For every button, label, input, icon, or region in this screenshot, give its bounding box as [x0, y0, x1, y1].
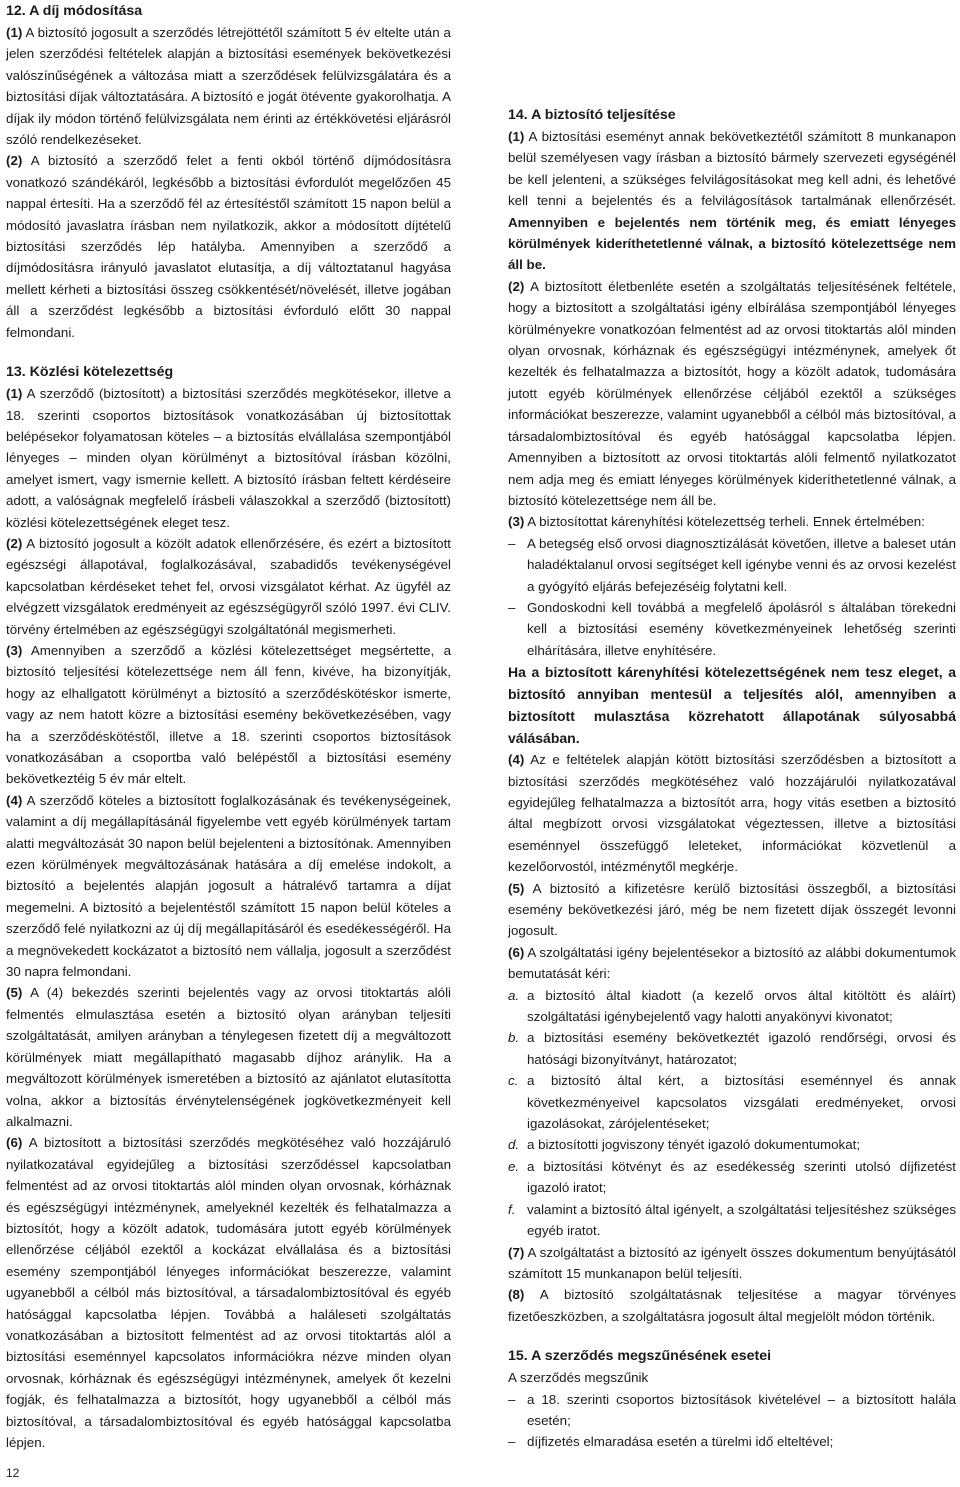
- paragraph-number: (4): [508, 752, 525, 768]
- list-text: a biztosító által kiadott (a kezelő orvos által kitöltött és aláírt) szolgáltatási igénybejelentő vagy halotti anyakönyvi kivonatot;: [527, 987, 956, 1025]
- list-item: – A betegség első orvosi diagnosztizálását követően, illetve a baleset után haladéktalanul orvosi segítséget kell igénybe venni és az orvosi kezelést a gyógyító eljárás befejezéséig folytatni kell.: [508, 533, 956, 597]
- list-text: a biztosító által kért, a biztosítási eseménnyel és annak következményeivel kapcsolatos vizsgálati eredményeket, orvosi igazolásokat, zárójelentéseket;: [527, 1073, 956, 1132]
- list-item: [508, 1156, 956, 1199]
- paragraph-text: A szolgáltatást a biztosító az igényelt összes dokumentum benyújtásától számított 15 munkanapon belül teljesíti.: [508, 1244, 956, 1281]
- paragraph-text: A biztosítási eseményt annak bekövetkeztétől számított 8 munkanapon belül személyesen vagy írásban a biztosító bármely szervezeti egységénél be kell jelenteni, a szükséges felvilágosításokat meg kell adni, és lehetővé kell tenni a bejelentés és a felvilágosítások tartalmának ellenőrzését.: [508, 129, 956, 209]
- section-13-heading: 13. Közlési kötelezettség: [6, 364, 174, 381]
- paragraph-number: (8): [508, 1287, 525, 1303]
- list-item: – a 18. szerinti csoportos biztosítások kivételével – a biztosított halála esetén;: [508, 1389, 956, 1432]
- list-text: a biztosítotti jogviszony tényét igazoló dokumentumokat;: [527, 1137, 861, 1153]
- paragraph-number: (1): [6, 386, 23, 402]
- paragraph-number: (2): [6, 153, 23, 169]
- paragraph-text: A biztosító szolgáltatásnak teljesítése a magyar törvényes fizetőeszközben, a szolgáltatásra jogosult által megjelölt módon történik.: [508, 1287, 956, 1324]
- section-14-bold-note: Ha a biztosított kárenyhítési kötelezettségének nem tesz eleget, a biztosító annyiban mentesül a teljesítés alól, amennyiben a biztosított mulasztása közrehatott állapotának súlyosabbá válásában.: [508, 664, 956, 747]
- section-15-intro: A szerződés megszűnik: [508, 1370, 649, 1386]
- section-13-paragraph-3: [6, 640, 451, 790]
- section-13-paragraph-6: [6, 1132, 451, 1453]
- list-letter: d.: [508, 1137, 520, 1153]
- paragraph-number: (6): [508, 944, 525, 960]
- paragraph-number: (6): [6, 1135, 23, 1151]
- section-13-paragraph-1: [6, 383, 451, 533]
- section-12-heading: 12. A díj módosítása: [6, 3, 143, 19]
- paragraph-number: (7): [508, 1244, 525, 1260]
- list-item: [508, 1070, 956, 1134]
- section-14-paragraph-6: [508, 942, 956, 985]
- required-documents-list: [508, 985, 956, 1242]
- paragraph-text: A biztosító a kifizetésre kerülő biztosítási összegből, a biztosítási esemény bekövetkezési járó, még be nem fizetett díjak összegét levonni jogosult.: [508, 880, 956, 939]
- list-letter: f.: [508, 1201, 516, 1217]
- section-14-paragraph-1: [508, 126, 956, 276]
- section-13-paragraph-4: [6, 790, 451, 983]
- section-14-paragraph-7: [508, 1242, 956, 1285]
- section-14-paragraph-4: [508, 749, 956, 877]
- termination-cases-list: [508, 1389, 956, 1453]
- list-item: [508, 1027, 956, 1070]
- section-12-paragraph-2: [6, 150, 451, 343]
- paragraph-number: (2): [508, 278, 525, 294]
- paragraph-text: A szerződő (biztosított) a biztosítási szerződés megkötésekor, illetve a 18. szerinti csoportos biztosítások vonatkozásában új biztosítottak belépésekor folyamatosan köteles – a biztosítás elvállalása szempontjából lényeges – minden olyan körülményt a biztosítóval írásban közölni, amelyet ismert, vagy ismernie kellett. A biztosító írásban feltett kérdéseire adott, a valóságnak megfelelő írásbeli válaszokkal a szerződő (biztosított) közlési kötelezettségének eleget tesz.: [6, 386, 451, 530]
- list-item: – Gondoskodni kell továbbá a megfelelő ápolásról s általában törekedni kell a biztosítási esemény következményeinek lehetőség szerinti elhárítására, illetve enyhítésére.: [508, 597, 956, 661]
- section-14-paragraph-3: [508, 511, 956, 532]
- paragraph-text: A szolgáltatási igény bejelentésekor a biztosító az alábbi dokumentumok bemutatását kéri:: [508, 944, 956, 982]
- list-text: a biztosítási kötvényt és az esedékesség szerinti utolsó díjfizetést igazoló iratot;: [527, 1158, 956, 1196]
- section-13-paragraph-2: [6, 533, 451, 640]
- list-text: valamint a biztosító által igényelt, a szolgáltatási teljesítéshez szükséges egyéb iratot.: [527, 1201, 956, 1239]
- paragraph-text: A biztosítottat kárenyhítési kötelezettség terheli. Ennek értelmében:: [527, 514, 925, 530]
- paragraph-number: (3): [508, 514, 525, 530]
- paragraph-text: A biztosított életbenléte esetén a szolgáltatás teljesítésének feltétele, hogy a biztosított a szolgáltatási igény elbírálása szempontjából lényeges körülményekre vonatkozóan felmentést ad az orvosi titoktartás alól minden olyan orvosnak, kórháznak és egészségügyi intézménynek, amelyek őt kezelték és felhatalmazza a biztosítót, hogy a közölt adatok, tudomására jutott egyéb körülmények ellenőrzése céljából ezektől a szükséges információkat beszerezze, valamint ugyanebből a célból más biztosítóval, a társadalombiztosítóval és egyéb hatósággal kapcsolatba lépjen. Amennyiben a biztosított az orvosi titoktartás alóli felmentő nyilatkozatot nem adja meg és emiatt lényeges körülmények kideríthetetlenné válnak, a biztosító kötelezettsége nem áll be.: [508, 278, 956, 508]
- left-column: [6, 0, 451, 1453]
- paragraph-text: A biztosító a szerződő felet a fenti okból történő díjmódosításra vonatkozó szándékáról, legkésőbb a biztosítási évfordulót megelőzően 45 nappal értesíti. Ha a szerződő fél az értesítéstől számított 15 napon belül a módosító javaslatra írásban nem nyilatkozik, akkor a módosított díjtételű biztosítási szerződés lép hatályba. Amennyiben a szerződő a díjmódosításra irányuló javaslatot elutasítja, a díj változtatanul hagyása mellett kérheti a biztosítási összeg csökkentését/növelését, illetve jogában áll a szerződést legkésőbb a biztosítási évforduló előtt 30 nappal felmondani.: [6, 153, 451, 340]
- paragraph-text: A biztosító jogosult a szerződés létrejöttétől számított 5 év eltelte után a jelen szerződési feltételek alapján a biztosítási események bekövetkezési valószínűségének a változása miatt a szerződések felülvizsgálatára és a biztosítási díjak változtatására. A biztosító e jogát ötévente gyakorolhatja. A díjak ily módon történő felülvizsgálata nem érinti az értékkövetési eljárásról szóló rendelkezéseket.: [6, 25, 451, 148]
- paragraph-bold-text: Amennyiben e bejelentés nem történik meg, és emiatt lényeges körülmények kideríthetetlenné válnak, a biztosító kötelezettsége nem áll be.: [508, 214, 956, 273]
- page-number: 12: [6, 1466, 20, 1480]
- right-column: [508, 0, 956, 1453]
- paragraph-text: A biztosított a biztosítási szerződés megkötéséhez való hozzájáruló nyilatkozatával egyidejűleg a biztosítási szerződéssel kapcsolatban felmentést ad az orvosi titoktartás alól minden olyan orvosnak, kórháznak és egészségügyi intézménynek, amelyeknél kezelték és felhatalmazza a biztosítót, hogy a közölt adatok, tudomására jutott egyéb körülmények ellenőrzése céljából ezektől a kockázat elvállalása és a biztosítási esemény szempontjából lényeges információkat beszerezze, valamint ugyanebből a célból más biztosítóval, a társadalombiztosítóval és egyéb hatósággal kapcsolatba lépjen. Továbbá a haláleseti szolgáltatás vonatkozásában a biztosított felmentést ad az orvosi titoktartás alól a biztosítási eseménnyel kapcsolatos információkra nézve minden olyan orvosnak, kórháznak és egészségügyi intézménynek, amelyek őt kezelni fogják, és felhatalmazza a biztosítót, hogy ugyanebből a célból más biztosítóval, a társadalombiztosítóval és egyéb hatósággal kapcsolatba lépjen.: [6, 1135, 451, 1450]
- list-letter: a.: [508, 987, 520, 1003]
- list-letter: c.: [508, 1073, 519, 1089]
- list-letter: e.: [508, 1158, 520, 1174]
- section-14-paragraph-8: [508, 1284, 956, 1327]
- section-14-paragraph-5: [508, 878, 956, 942]
- paragraph-number: (3): [6, 642, 23, 658]
- section-15-heading: 15. A szerződés megszűnésének esetei: [508, 1348, 772, 1365]
- list-item: – díjfizetés elmaradása esetén a türelmi idő elteltével;: [508, 1431, 956, 1452]
- paragraph-number: (4): [6, 792, 23, 808]
- section-14-paragraph-2: [508, 276, 956, 511]
- paragraph-number: (1): [6, 25, 23, 40]
- list-item: [508, 1199, 956, 1242]
- list-item: [508, 1134, 956, 1155]
- paragraph-text: Az e feltételek alapján kötött biztosítási szerződésben a biztosított a biztosítási szerződés megkötéséhez való hozzájárulói nyilatkozatával egyidejűleg felhatalmazza a biztosítót arra, hogy vitás esetben a biztosító által megbízott orvosi vizsgálatokat végeztessen, illetve a biztosítási eseménnyel összefüggő leleteket, információkat közvetlenül a kezelőorvostól, intézménytől megkérje.: [508, 752, 956, 875]
- paragraph-number: (1): [508, 129, 525, 144]
- paragraph-text: Amennyiben a szerződő a közlési kötelezettséget megsértette, a biztosító teljesítési kötelezettsége nem áll fenn, kivéve, ha bizonyítják, hogy az elhallgatott körülményt a biztosító a szerződéskötéskor ismerte, vagy az nem hatott közre a biztosítási esemény bekövetkezésében, vagy ha a szerződéskötéstől, illetve a 18. szerinti csoportos biztosítások vonatkozásában a csoportba való belépéstől a biztosítási esemény bekövetkeztéig 5 év már eltelt.: [6, 642, 451, 787]
- list-item: [508, 985, 956, 1028]
- section-13-paragraph-5: [6, 982, 451, 1132]
- section-12-paragraph-1: [6, 22, 451, 150]
- paragraph-number: (5): [508, 880, 525, 896]
- section-14-heading: 14. A biztosító teljesítése: [508, 107, 676, 123]
- list-text: a biztosítási esemény bekövetkeztét igazoló rendőrségi, orvosi és hatósági bizonyítványt, határozatot;: [527, 1030, 956, 1067]
- paragraph-text: A (4) bekezdés szerinti bejelentés vagy az orvosi titoktartás alóli felmentés elmulasztása esetén a biztosító olyan arányban teljesíti szolgáltatását, amilyen arányban a ténylegesen fizetett díj a megváltozott körülmények miatt megállapítható magasabb díjhoz aránylik. Ha a megváltozott körülmények ismeretében a biztosító az ajánlatot elutasította volna, akkor a biztosítás érvénytelenségének jogkövetkezményeit kell alkalmazni.: [6, 985, 451, 1129]
- paragraph-number: (5): [6, 985, 23, 1001]
- paragraph-number: (2): [6, 535, 23, 551]
- list-letter: b.: [508, 1030, 520, 1046]
- damage-mitigation-list: [508, 533, 956, 661]
- paragraph-text: A biztosító jogosult a közölt adatok ellenőrzésére, és ezért a biztosított egészségi állapotával, foglalkozásával, szabadidős tevékenységével kapcsolatban kérdéseket tehet fel, orvosi vizsgálatot kérhat. Az ügyfél az elvégzett vizsgálatok eredményeit az egészségügyről szóló 1997. évi CLIV. törvény értelmében az egészségügyi szolgáltatónál megismerheti.: [6, 535, 451, 637]
- paragraph-text: A szerződő köteles a biztosított foglalkozásának és tevékenységeinek, valamint a díj megállapításánál figyelembe vett egyéb körülmények tartam alatti megváltozását 30 napon belül bejelenteni a biztosítónak. Amennyiben ezen körülmények megváltozásának hatására a díj emelése indokolt, a biztosító a bejelentés alapján jogosult a hátralévő tartamra a díjat megemelni. A biztosító a bejelentéstől számított 15 napon belül köteles a szerződő felé nyilatkozni az új díj megállapításáról és esedékességéről. Ha a megnövekedett kockázatot a biztosító nem vállalja, jogosult a szerződést 30 napra felmondani.: [6, 792, 451, 980]
